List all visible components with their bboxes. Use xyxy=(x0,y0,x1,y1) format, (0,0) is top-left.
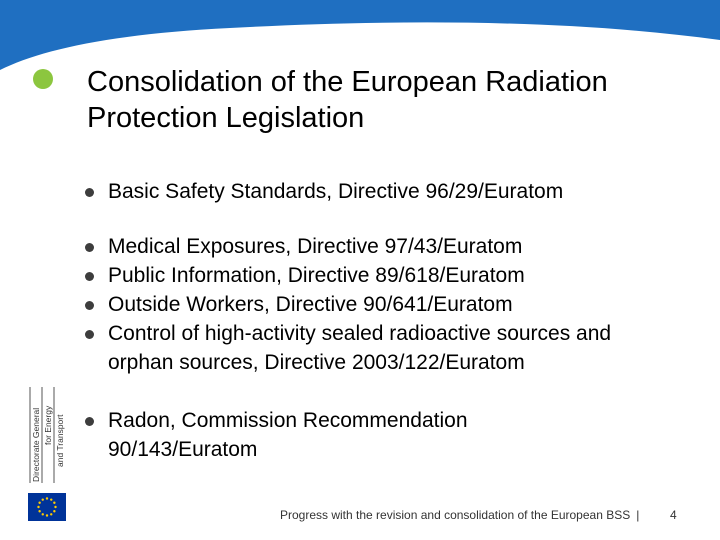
eu-star xyxy=(50,498,52,500)
bullet-item-6-line-2: 90/143/Euratom xyxy=(108,438,258,461)
eu-star xyxy=(50,513,52,515)
bullet-dot-icon xyxy=(85,188,94,197)
bullet-item-6 xyxy=(108,406,708,464)
bullet-item-3-line-1: Public Information, Directive 89/618/Euratom xyxy=(108,264,525,287)
bullet-dot-icon xyxy=(85,272,94,281)
eu-flag-icon xyxy=(28,493,66,521)
bullet-item-5 xyxy=(108,319,708,377)
bullet-dot-icon xyxy=(85,243,94,252)
logo-text-line-1: Directorate General xyxy=(31,407,41,482)
footer-separator: | xyxy=(636,508,640,522)
bullet-item-5-line-2: orphan sources, Directive 2003/122/Euratom xyxy=(108,351,525,374)
logo-text-line-3: and Transport xyxy=(55,414,65,467)
eu-star xyxy=(54,506,56,508)
eu-star xyxy=(42,498,44,500)
bullet-dot-icon xyxy=(85,330,94,339)
footer xyxy=(280,508,639,522)
dg-energy-transport-logo xyxy=(28,385,70,485)
eu-star xyxy=(46,514,48,516)
eu-star xyxy=(53,510,55,512)
title-bullet-icon xyxy=(33,69,53,89)
bullet-dot-icon xyxy=(85,417,94,426)
slide-title-line-1: Consolidation of the European Radiation xyxy=(87,66,608,98)
eu-star xyxy=(37,506,39,508)
bullet-item-3 xyxy=(108,261,708,290)
bullet-item-2-line-1: Medical Exposures, Directive 97/43/Euratom xyxy=(108,235,523,258)
bullet-dot-icon xyxy=(85,301,94,310)
bullet-item-6-line-1: Radon, Commission Recommendation xyxy=(108,409,468,432)
eu-star xyxy=(46,497,48,499)
footer-text: Progress with the revision and consolidation of the European BSS xyxy=(280,508,631,522)
slide-title xyxy=(87,64,697,136)
bullet-item-2 xyxy=(108,232,708,261)
eu-star xyxy=(38,502,40,504)
bullet-item-4 xyxy=(108,290,708,319)
bullet-item-1 xyxy=(108,177,708,206)
bullet-item-5-line-1: Control of high-activity sealed radioactive sources and xyxy=(108,322,612,345)
eu-star xyxy=(53,502,55,504)
slide-title-line-2: Protection Legislation xyxy=(87,102,365,134)
logo-text-line-2: for Energy xyxy=(43,405,53,445)
eu-star xyxy=(38,510,40,512)
bullet-item-4-line-1: Outside Workers, Directive 90/641/Euratom xyxy=(108,293,513,316)
page-number: 4 xyxy=(670,508,677,522)
bullet-item-1-line-1: Basic Safety Standards, Directive 96/29/Euratom xyxy=(108,180,564,203)
eu-star xyxy=(42,513,44,515)
